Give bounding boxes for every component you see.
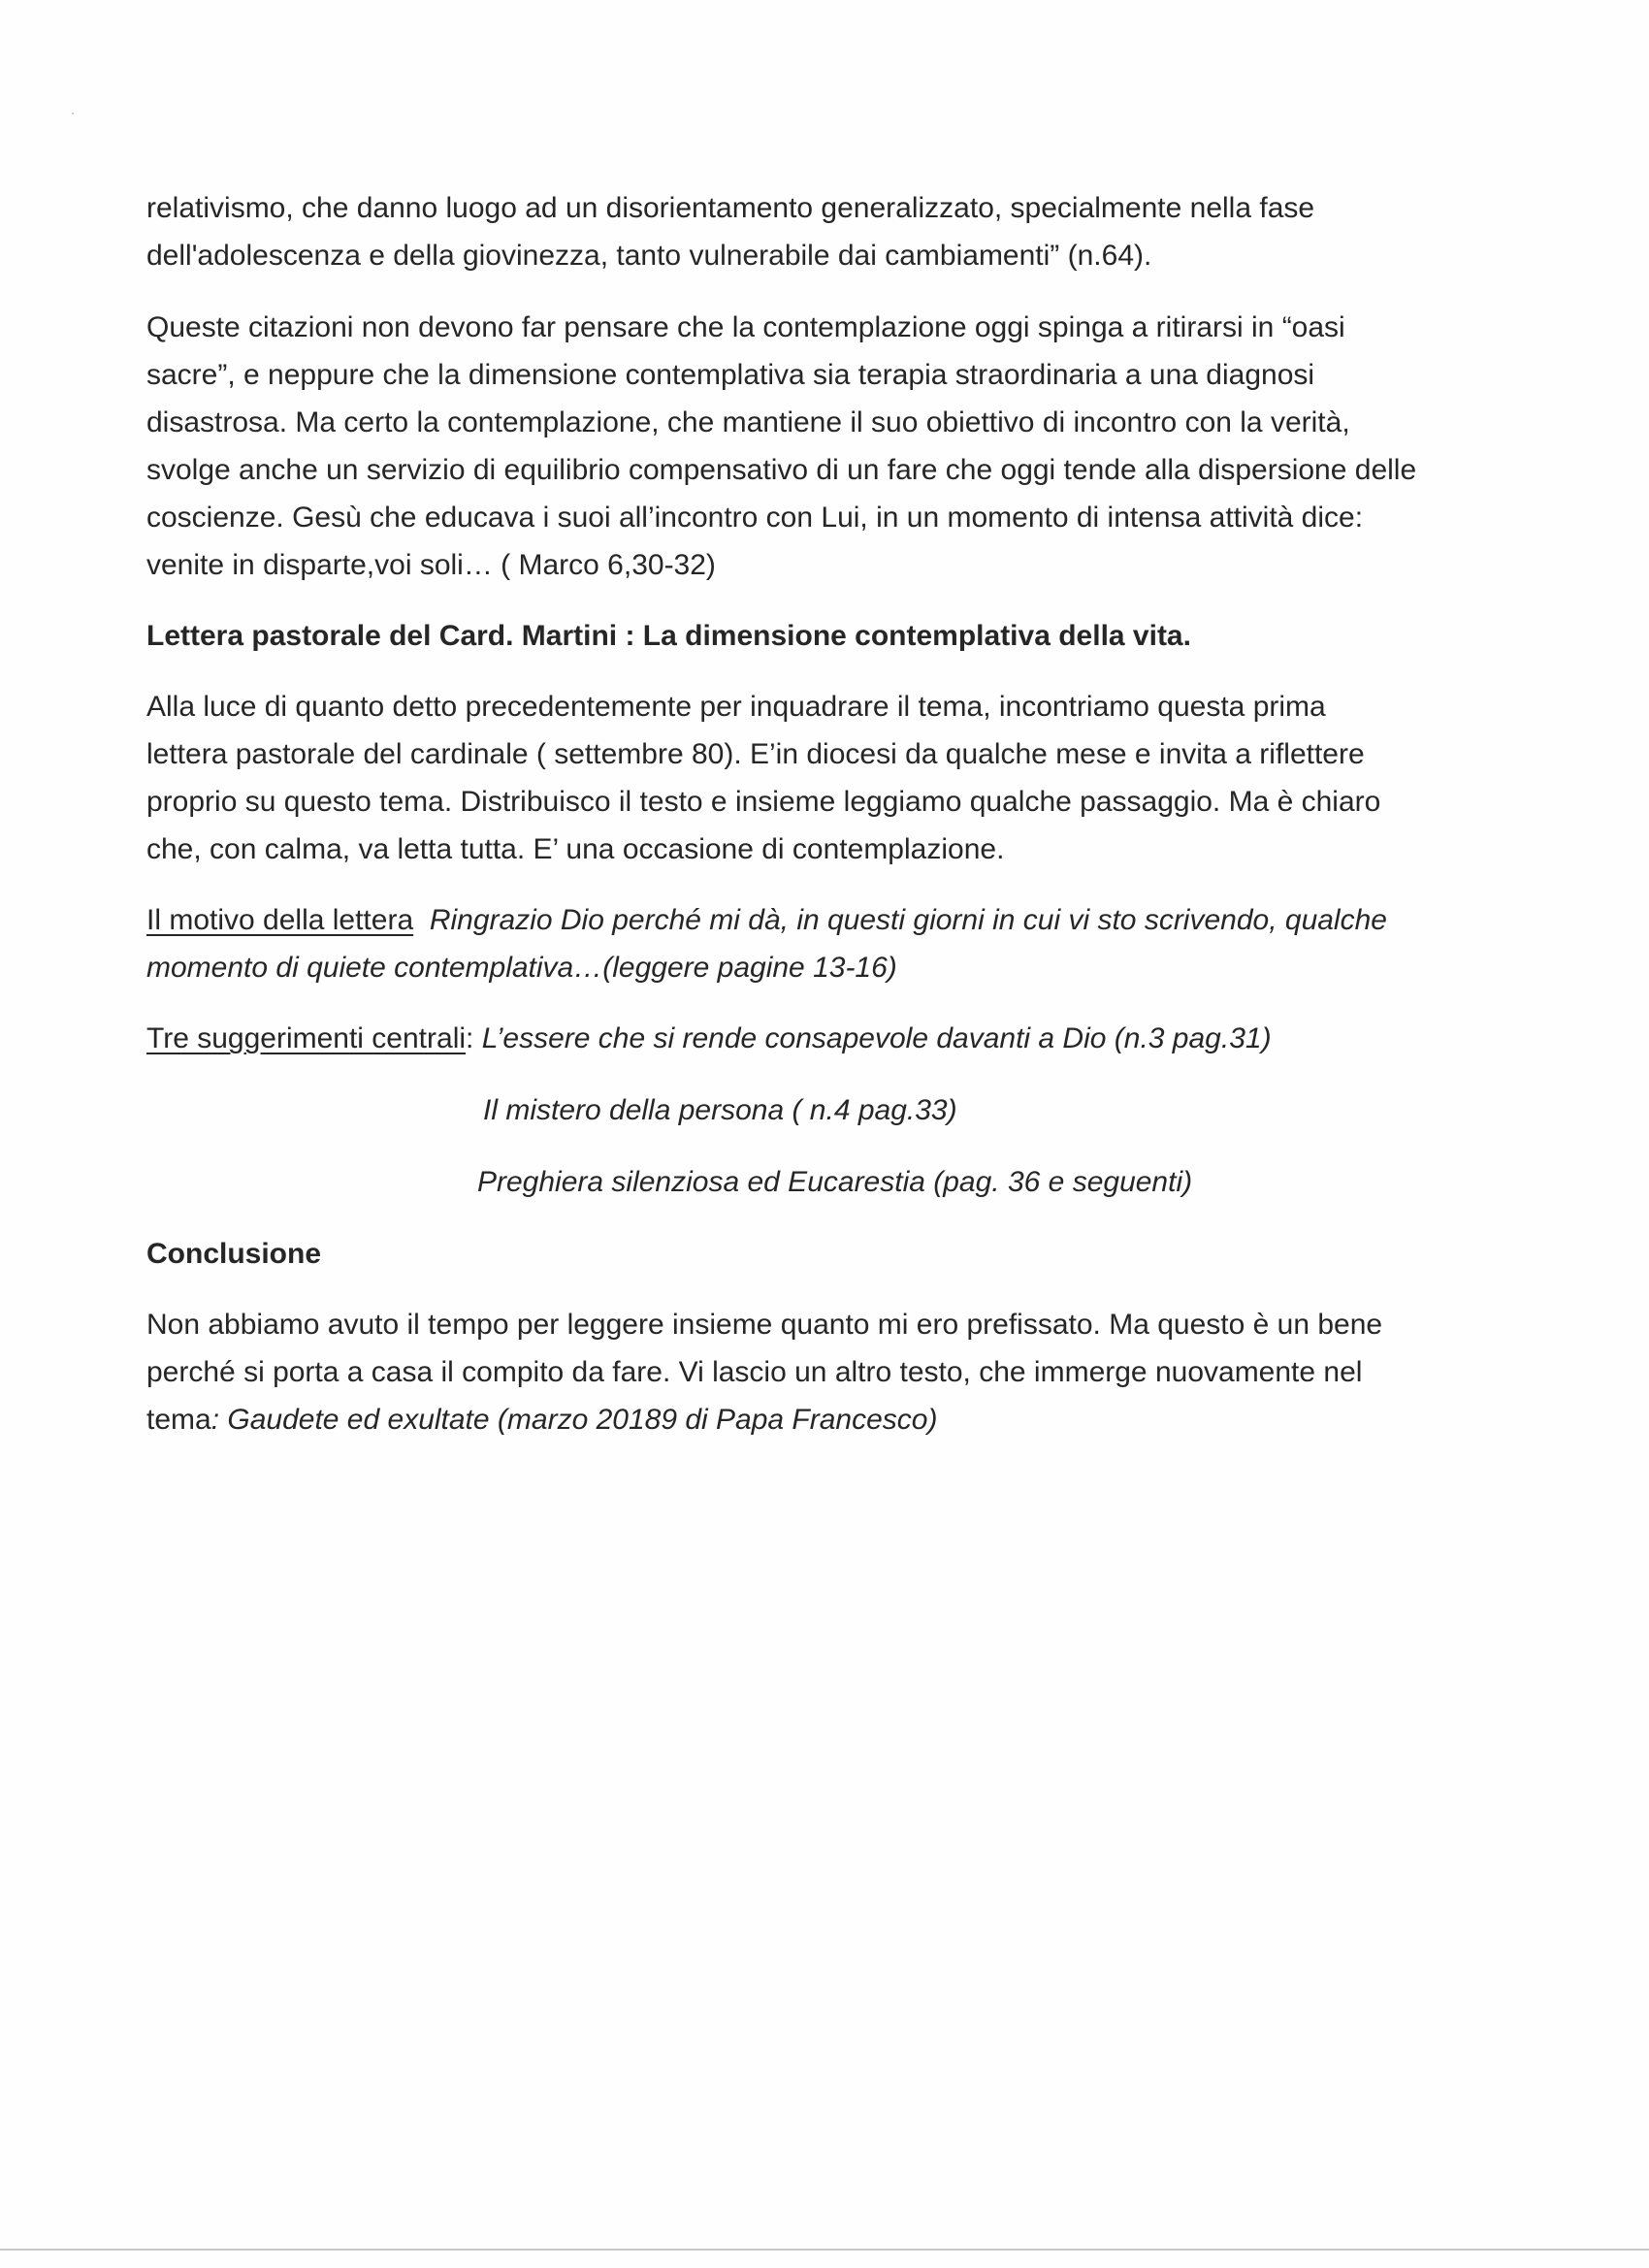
- paragraph-1-line-1: relativismo, che danno luogo ad un disorientamento generalizzato, specialmente nella fase: [146, 192, 1315, 224]
- paragraph-3-line-4: che, con calma, va letta tutta. E’ una occasione di contemplazione.: [146, 833, 1005, 865]
- paragraph-4-line-2: perché si porta a casa il compito da fare. Vi lascio un altro testo, che immerge nuovamente nel: [146, 1356, 1363, 1388]
- motivo-line-2: momento di quiete contemplativa…(leggere pagine 13-16): [146, 952, 897, 984]
- paragraph-3-line-2: lettera pastorale del cardinale ( settembre 80). E’in diocesi da qualche mese e invita a riflettere: [146, 738, 1365, 770]
- suggerimenti-line-1: [146, 1016, 1272, 1062]
- paragraph-3-line-3: proprio su questo tema. Distribuisco il testo e insieme leggiamo qualche passaggio. Ma è chiaro: [146, 786, 1381, 818]
- suggerimento-item-3: Preghiera silenziosa ed Eucarestia (pag. 36 e seguenti): [477, 1166, 1193, 1198]
- paragraph-4-line-3-prefix: tema: [146, 1404, 211, 1436]
- paragraph-4-line-3-italic: : Gaudete ed exultate (marzo 20189 di Papa Francesco): [210, 1404, 938, 1436]
- suggerimento-item-2: Il mistero della persona ( n.4 pag.33): [483, 1094, 957, 1126]
- suggerimenti-label: Tre suggerimenti centrali: [146, 1022, 467, 1054]
- motivo-quote: Ringrazio Dio perché mi dà, in questi giorni in cui vi sto scrivendo, qualche: [429, 904, 1387, 936]
- motivo-label: Il motivo della lettera: [146, 904, 414, 936]
- scan-bottom-edge: [0, 2249, 1649, 2251]
- paragraph-4-line-3: [146, 1397, 937, 1443]
- paragraph-2-line-3: disastrosa. Ma certo la contemplazione, che mantiene il suo obiettivo di incontro con la verità,: [146, 406, 1350, 438]
- paragraph-1-line-2: dell'adolescenza e della giovinezza, tanto vulnerabile dai cambiamenti” (n.64).: [146, 240, 1152, 272]
- suggerimento-item-1: L’essere che si rende consapevole davanti a Dio (n.3 pag.31): [481, 1022, 1272, 1054]
- suggerimenti-separator: :: [466, 1022, 482, 1054]
- motivo-line-1: [146, 897, 1387, 944]
- paragraph-2-line-5: coscienze. Gesù che educava i suoi all’incontro con Lui, in un momento di intensa attività dice:: [146, 502, 1364, 534]
- paragraph-2-line-6: venite in disparte,voi soli… ( Marco 6,30-32): [146, 549, 716, 581]
- paragraph-4-line-1: Non abbiamo avuto il tempo per leggere insieme quanto mi ero prefissato. Ma questo è un bene: [146, 1309, 1383, 1341]
- paragraph-2-line-1: Queste citazioni non devono far pensare che la contemplazione oggi spinga a ritirarsi in “oasi: [146, 311, 1345, 343]
- heading-lettera-pastorale: Lettera pastorale del Card. Martini : La dimensione contemplativa della vita.: [146, 620, 1191, 652]
- scan-speck: [72, 113, 74, 114]
- paragraph-3-line-1: Alla luce di quanto detto precedentemente per inquadrare il tema, incontriamo questa prima: [146, 691, 1326, 723]
- paragraph-2-line-4: svolge anche un servizio di equilibrio compensativo di un fare che oggi tende alla dispersione delle: [146, 454, 1417, 486]
- heading-conclusione: Conclusione: [146, 1238, 322, 1270]
- paragraph-2-line-2: sacre”, e neppure che la dimensione contemplativa sia terapia straordinaria a una diagnosi: [146, 359, 1315, 391]
